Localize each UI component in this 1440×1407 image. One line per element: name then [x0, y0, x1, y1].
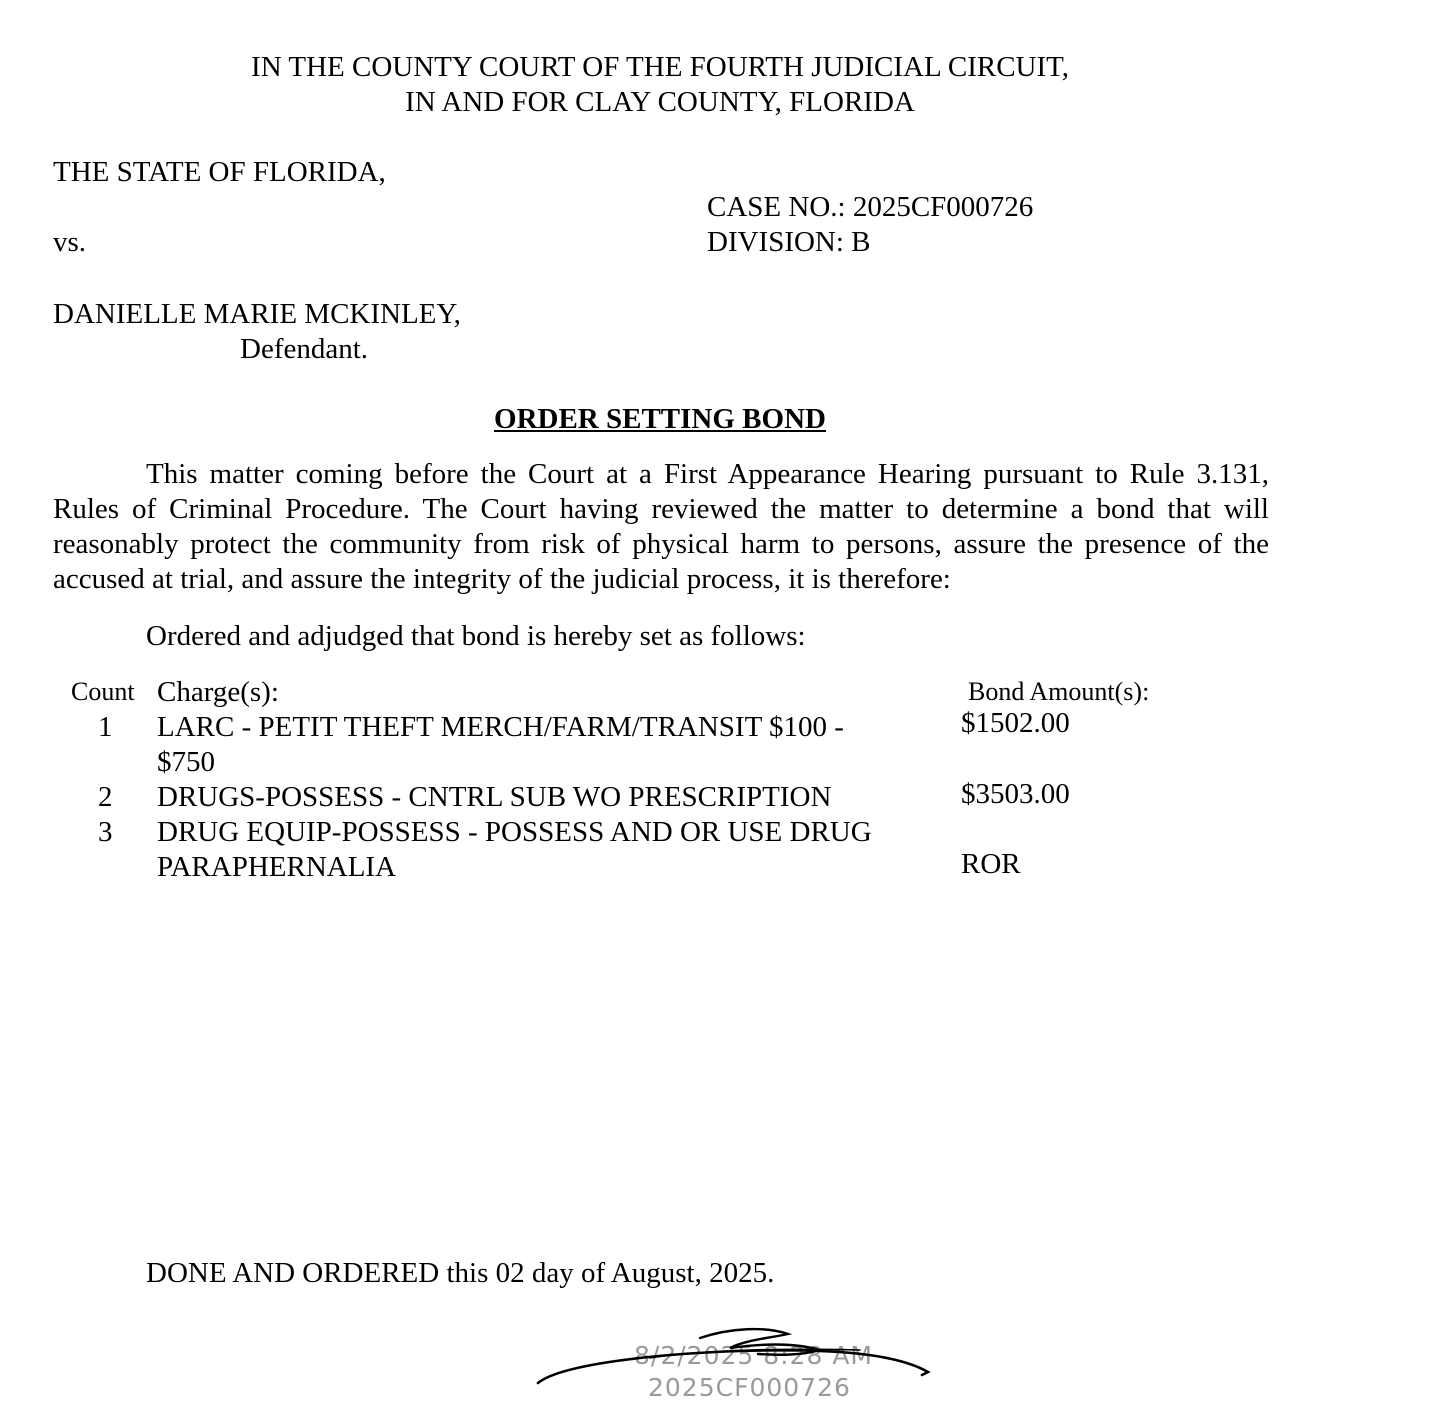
defendant-label: Defendant. [240, 333, 369, 365]
row-count: 1 [98, 711, 113, 743]
table-header-charges: Charge(s): [157, 676, 279, 708]
court-header-line-1: IN THE COUNTY COURT OF THE FOURTH JUDICIAL CIRCUIT, [251, 51, 1069, 83]
stamp-datetime: 8/2/2025 8:28 AM [634, 1341, 873, 1370]
table-header-count: Count [71, 677, 135, 706]
row-bond-amount: $1502.00 [961, 707, 1070, 739]
stamp-case-number: 2025CF000726 [648, 1373, 851, 1402]
row-charge-line-1: DRUGS-POSSESS - CNTRL SUB WO PRESCRIPTION [157, 781, 832, 813]
defendant-name: DANIELLE MARIE MCKINLEY, [53, 298, 461, 330]
division-label: DIVISION: B [707, 226, 871, 258]
row-charge-line-1: DRUG EQUIP-POSSESS - POSSESS AND OR USE DRUG [157, 816, 872, 848]
row-count: 2 [98, 781, 113, 813]
row-bond-amount: ROR [961, 848, 1021, 880]
ordered-line: Ordered and adjudged that bond is hereby set as follows: [146, 620, 806, 652]
row-charge-line-2: PARAPHERNALIA [157, 851, 397, 883]
signature-icon [530, 1320, 940, 1395]
table-header-bond: Bond Amount(s): [968, 677, 1150, 706]
body-paragraph: This matter coming before the Court at a First Appearance Hearing pursuant to Rule 3.131, Rules of Criminal Procedure. The Court having reviewed the matter to determine a bond that will reasonably protect the community from risk of physical harm to persons, assure the presence of the accused at trial, and assure the integrity of the judicial process, it is therefore: [53, 458, 1269, 595]
row-count: 3 [98, 816, 113, 848]
row-charge-line-2: $750 [157, 746, 215, 778]
case-number: CASE NO.: 2025CF000726 [707, 191, 1034, 223]
done-and-ordered-line: DONE AND ORDERED this 02 day of August, 2025. [146, 1257, 775, 1289]
row-charge-line-1: LARC - PETIT THEFT MERCH/FARM/TRANSIT $100 - [157, 711, 844, 743]
row-bond-amount: $3503.00 [961, 778, 1070, 810]
plaintiff-name: THE STATE OF FLORIDA, [53, 156, 386, 188]
document-title: ORDER SETTING BOND [494, 403, 826, 435]
versus-label: vs. [53, 226, 87, 258]
court-header-line-2: IN AND FOR CLAY COUNTY, FLORIDA [405, 86, 915, 118]
